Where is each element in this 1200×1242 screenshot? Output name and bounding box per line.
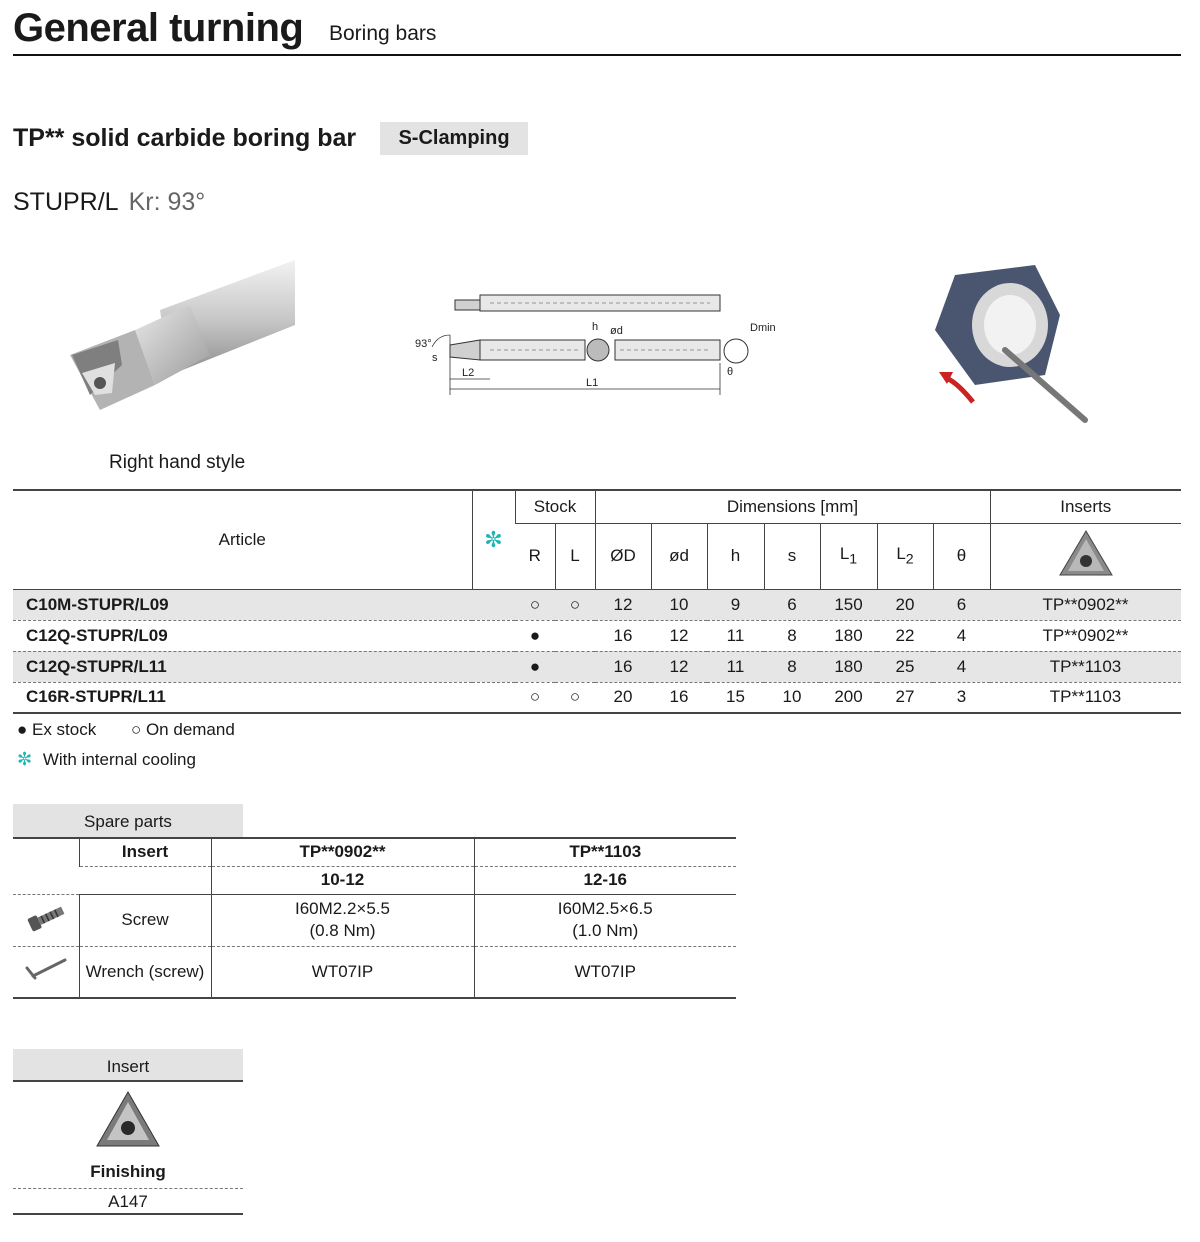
spare-col2-range: 12-16 — [474, 866, 736, 894]
wrench-col2: WT07IP — [474, 946, 736, 998]
boring-bar-image — [60, 255, 310, 425]
diagram-s-label: s — [432, 352, 438, 364]
stock-header: Stock — [515, 490, 595, 523]
legend-ex-stock: ● Ex stock — [17, 720, 97, 739]
inserts-header: Inserts — [990, 490, 1181, 523]
product-kr: Kr: 93° — [128, 188, 206, 216]
clamping-badge: S-Clamping — [380, 122, 528, 155]
diagram-l2-label: L2 — [462, 367, 475, 379]
col-l1: $L_1$ — [820, 523, 877, 589]
legend-cooling — [17, 749, 196, 770]
col-h: h — [707, 523, 764, 589]
spare-col1-range: 10-12 — [211, 866, 474, 894]
product-code-line — [13, 188, 205, 217]
wrench-icon — [23, 954, 69, 984]
table-row: C12Q-STUPR/L09 ● 16 12 11 8 180 22 4 TP**0902** — [13, 620, 1181, 651]
diagram-h-label: h — [592, 321, 599, 333]
cooling-header — [472, 490, 515, 589]
product-title: TP** solid carbide boring bar — [13, 124, 357, 152]
insert-tab: Insert — [13, 1049, 243, 1082]
col-od-small: ød — [651, 523, 707, 589]
clamping-image — [925, 260, 1100, 430]
diagram-theta-label: θ — [727, 366, 734, 378]
article-header: Article — [13, 490, 472, 589]
insert-icon-cell — [990, 523, 1181, 589]
insert-triangle-icon — [1058, 529, 1114, 579]
insert-image — [95, 1090, 161, 1150]
diagram-od-label: ød — [610, 325, 623, 337]
wrench-col1: WT07IP — [211, 946, 474, 998]
screw-icon — [24, 900, 68, 934]
legend-cooling-text: With internal cooling — [42, 750, 196, 769]
page-title: General turning — [13, 6, 304, 50]
diagram-dmin-label: Dmin — [750, 322, 776, 334]
spare-col2-header: TP**1103 — [474, 838, 736, 866]
spare-parts-table — [13, 837, 736, 999]
screw-col1: I60M2.2×5.5 (0.8 Nm) — [211, 894, 474, 946]
spare-insert-label: Insert — [79, 838, 211, 866]
diagram-angle-label: 93° — [415, 338, 432, 350]
screw-icon-cell — [13, 894, 79, 946]
spare-col1-header: TP**0902** — [211, 838, 474, 866]
legend-stock — [17, 720, 235, 740]
table-row: C16R-STUPR/L11 ○ ○ 20 16 15 10 200 27 3 TP**1103 — [13, 682, 1181, 713]
table-row: C10M-STUPR/L09 ○ ○ 12 10 9 6 150 20 6 TP**0902** — [13, 589, 1181, 620]
article-table — [13, 489, 1181, 714]
dimension-diagram — [410, 285, 790, 405]
internal-cooling-icon: ✼ — [17, 749, 33, 769]
tool-caption: Right hand style — [109, 452, 246, 473]
col-od-big: ØD — [595, 523, 651, 589]
screw-label: Screw — [79, 894, 211, 946]
wrench-label: Wrench (screw) — [79, 946, 211, 998]
spare-parts-tab: Spare parts — [13, 804, 243, 837]
col-r: R — [515, 523, 555, 589]
internal-cooling-icon: ✼ — [484, 526, 503, 552]
page-header — [13, 6, 1181, 56]
col-l: L — [555, 523, 595, 589]
col-s: s — [764, 523, 820, 589]
table-row: C12Q-STUPR/L11 ● 16 12 11 8 180 25 4 TP**1103 — [13, 651, 1181, 682]
insert-grade: A147 — [13, 1188, 243, 1215]
insert-type: Finishing — [90, 1162, 166, 1181]
col-l2: $L_2$ — [877, 523, 933, 589]
diagram-l1-label: L1 — [586, 377, 599, 389]
dimensions-header: Dimensions [mm] — [595, 490, 990, 523]
legend-on-demand: ○ On demand — [130, 720, 235, 739]
page-subtitle: Boring bars — [329, 22, 437, 45]
product-code: STUPR/L — [13, 188, 119, 216]
wrench-icon-cell — [13, 946, 79, 998]
screw-col2: I60M2.5×6.5 (1.0 Nm) — [474, 894, 736, 946]
col-theta: θ — [933, 523, 990, 589]
